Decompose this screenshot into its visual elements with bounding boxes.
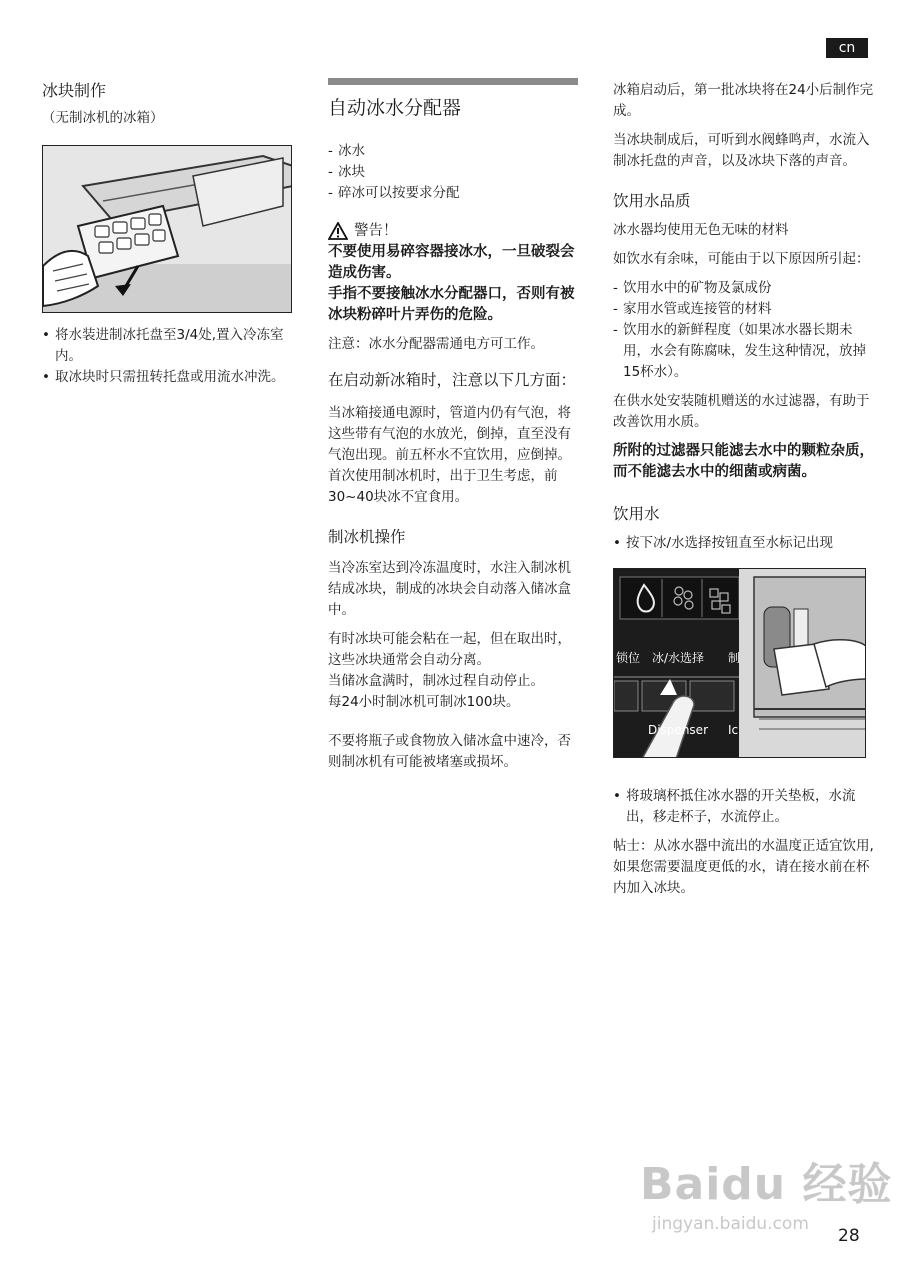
icemaker-text-2: 有时冰块可能会粘在一起，但在取出时，这些冰块通常会自动分离。 bbox=[328, 631, 571, 668]
warning-triangle-icon bbox=[328, 222, 348, 240]
list-item: • 按下冰/水选择按钮直至水标记出现 bbox=[613, 533, 875, 554]
note-text: 注意：冰水分配器需通电方可工作。 bbox=[328, 336, 544, 352]
list-item: - 饮用水的新鲜程度（如果冰水器长期未用，水会有陈腐味，发生这种情况，放掉15杯水）。 bbox=[613, 320, 875, 383]
section-title-ice-making: 冰块制作 bbox=[42, 81, 107, 100]
icemaker-text-1: 当冷冻室达到冷冻温度时，水注入制冰机结成冰块，制成的冰块会自动落入储冰盒中。 bbox=[328, 560, 571, 618]
quality-text-2: 如饮水有余味，可能由于以下原因所引起： bbox=[613, 251, 870, 267]
watermark-url: jingyan.baidu.com bbox=[652, 1214, 809, 1234]
icemaker-text-3: 当储冰盒满时，制冰过程自动停止。 bbox=[328, 673, 544, 689]
watermark-brand: Baidu 经验 bbox=[640, 1159, 893, 1210]
language-badge: cn bbox=[826, 38, 868, 58]
dispenser-panel-illustration bbox=[613, 568, 866, 758]
drinking-bullets-1 bbox=[613, 533, 875, 554]
panel-label-left: 锁位 bbox=[616, 651, 641, 665]
tip-text: 帖士：从冰水器中流出的水温度正适宜饮用,如果您需要温度更低的水，请在接水前在杯内加入冰块。 bbox=[613, 838, 874, 896]
column-dispenser bbox=[328, 78, 580, 773]
page-number: 28 bbox=[838, 1226, 860, 1246]
list-item: - 冰水 bbox=[328, 141, 580, 162]
section-title-water-quality: 饮用水品质 bbox=[613, 192, 691, 210]
list-item: • 将玻璃杯抵住冰水器的开关垫板，水流出，移走杯子，水流停止。 bbox=[613, 786, 875, 828]
column-ice-making bbox=[42, 80, 298, 388]
warning-label: 警告！ bbox=[354, 223, 398, 239]
filter-warning: 所附的过滤器只能滤去水中的颗粒杂质，而不能滤去水中的细菌或病菌。 bbox=[613, 443, 874, 480]
panel-label-ice-water: 冰/水选择 bbox=[652, 651, 705, 665]
warning-text-2: 手指不要接触冰水分配器口，否则有被冰块粉碎叶片弄伤的危险。 bbox=[328, 286, 575, 323]
panel-label-ic: Ic bbox=[728, 723, 739, 737]
panel-label-right: 制 bbox=[728, 651, 741, 665]
section-title-drinking-water: 饮用水 bbox=[613, 505, 660, 523]
section-divider-bar bbox=[328, 78, 578, 85]
drinking-bullets-2 bbox=[613, 786, 875, 828]
warning-text-1: 不要使用易碎容器接冰水，一旦破裂会造成伤害。 bbox=[328, 244, 575, 281]
quality-text-3: 在供水处安装随机赠送的水过滤器，有助于改善饮用水质。 bbox=[613, 393, 870, 430]
quality-causes bbox=[613, 278, 875, 383]
column-drinking-water bbox=[613, 80, 875, 899]
list-item: - 家用水管或连接管的材料 bbox=[613, 299, 875, 320]
icemaker-warning-text: 不要将瓶子或食物放入储冰盒中速冷，否则制冰机有可能被堵塞或损坏。 bbox=[328, 733, 571, 770]
list-item: - 饮用水中的矿物及氯成份 bbox=[613, 278, 875, 299]
quality-text-1: 冰水器均使用无色无味的材料 bbox=[613, 222, 789, 238]
list-item: • 将水装进制冰托盘至3/4处,置入冷冻室内。 bbox=[42, 325, 298, 367]
intro-text-2: 当冰块制成后，可听到水阀蜂鸣声，水流入制冰托盘的声音，以及冰块下落的声音。 bbox=[613, 132, 870, 169]
list-item: • 取冰块时只需扭转托盘或用流水冲洗。 bbox=[42, 367, 298, 388]
dispenser-features bbox=[328, 141, 580, 204]
icemaker-text-4: 每24小时制冰机可制冰100块。 bbox=[328, 694, 520, 710]
ice-tray-illustration bbox=[42, 145, 292, 313]
panel-label-dispenser: Dispenser bbox=[648, 723, 708, 737]
section-subtitle: （无制冰机的冰箱） bbox=[42, 110, 164, 126]
section-title-icemaker: 制冰机操作 bbox=[328, 528, 406, 546]
list-item: - 碎冰可以按要求分配 bbox=[328, 183, 580, 204]
ice-making-bullets bbox=[42, 325, 298, 388]
section-title-dispenser: 自动冰水分配器 bbox=[328, 97, 462, 119]
warning-header bbox=[328, 220, 580, 242]
section-title-startup: 在启动新冰箱时，注意以下几方面： bbox=[328, 371, 577, 389]
startup-text: 当冰箱接通电源时，管道内仍有气泡，将这些带有气泡的水放光，倒掉，直至没有气泡出现。前五杯水不宜饮用，应倒掉。首次使用制冰机时，出于卫生考虑，前30~40块冰不宜食用。 bbox=[328, 405, 571, 505]
list-item: - 冰块 bbox=[328, 162, 580, 183]
intro-text-1: 冰箱启动后，第一批冰块将在24小后制作完成。 bbox=[613, 82, 874, 119]
